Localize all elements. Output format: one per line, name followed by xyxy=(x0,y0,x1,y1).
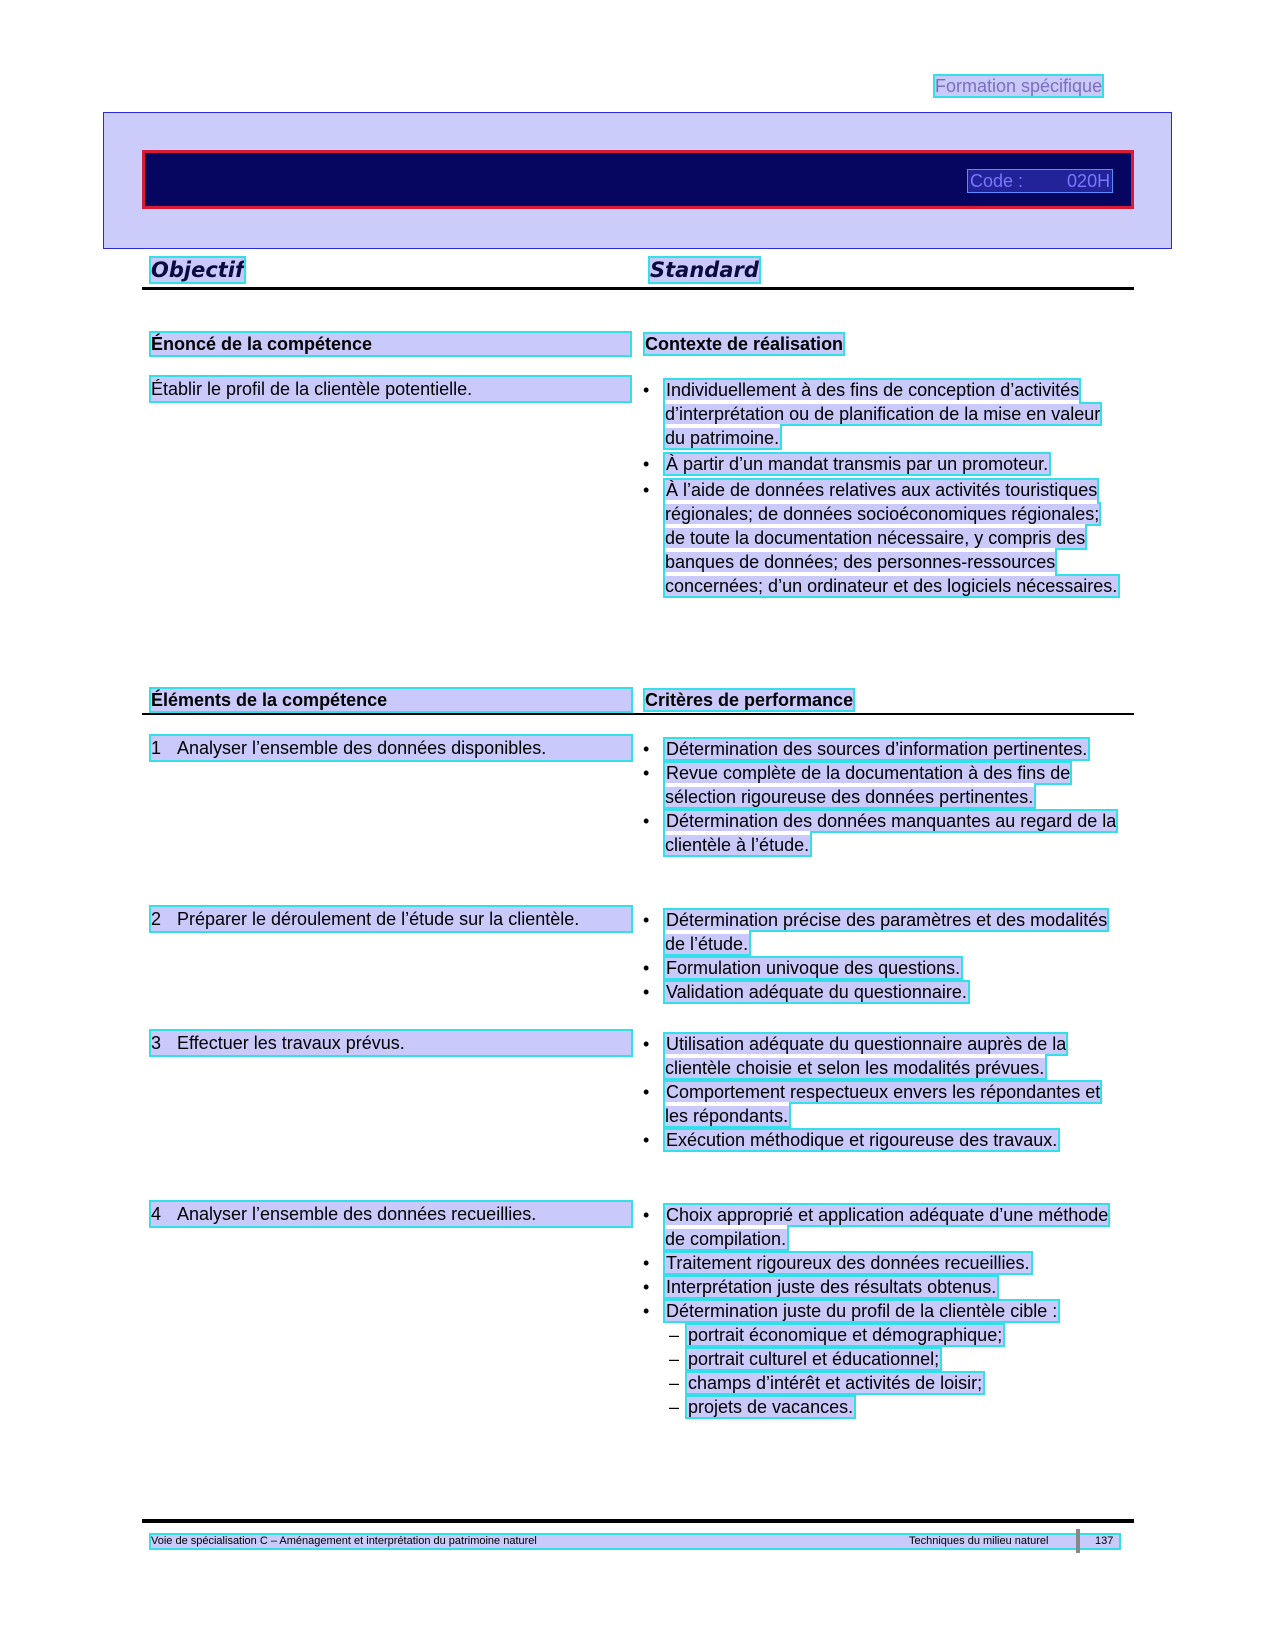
list-item: • Interprétation juste des résultats obtenus. xyxy=(643,1277,997,1297)
criteria-list-3 xyxy=(643,1032,1123,1152)
list-item: • Détermination juste du profil de la clientèle cible : xyxy=(643,1301,1058,1321)
criteria-list-1 xyxy=(643,737,1123,857)
code-label xyxy=(968,170,1112,192)
sub-list-item: – projets de vacances. xyxy=(669,1397,854,1417)
criteria-list-2 xyxy=(643,908,1123,1004)
elements-heading: Éléments de la compétence xyxy=(151,689,631,711)
footer xyxy=(151,1535,1119,1548)
sub-list-item: – portrait culturel et éducationnel; xyxy=(669,1349,940,1369)
top-label xyxy=(935,75,1127,97)
list-item: • Détermination des sources d’information pertinentes. xyxy=(643,739,1088,759)
element-2: 2 Préparer le déroulement de l’étude sur la clientèle. xyxy=(151,907,631,931)
list-item: • Revue complète de la documentation à des fins de sélection rigoureuse des données pertinentes. xyxy=(643,763,1071,807)
list-item: • Validation adéquate du questionnaire. xyxy=(643,982,967,1002)
page-number: 137 xyxy=(1095,1535,1114,1547)
footer-separator xyxy=(1076,1529,1080,1553)
objective-heading: Objectif xyxy=(151,258,245,282)
list-item: • Exécution méthodique et rigoureuse des travaux. xyxy=(643,1130,1058,1150)
list-item: • Traitement rigoureux des données recueillies. xyxy=(643,1253,1030,1273)
sub-list-item: – champs d’intérêt et activités de loisir; xyxy=(669,1373,983,1393)
context-heading: Contexte de réalisation xyxy=(645,334,844,354)
section-rule xyxy=(142,713,1134,715)
list-item: • À partir d’un mandat transmis par un promoteur. xyxy=(643,454,1049,474)
heading-rule xyxy=(142,287,1134,290)
footer-rule xyxy=(142,1519,1134,1523)
element-4: 4 Analyser l’ensemble des données recueillies. xyxy=(151,1202,631,1226)
statement-heading: Énoncé de la compétence xyxy=(151,333,630,355)
list-item: • Comportement respectueux envers les répondantes et les répondants. xyxy=(643,1082,1101,1126)
list-item: • Utilisation adéquate du questionnaire auprès de la clientèle choisie et selon les modalités prévues. xyxy=(643,1034,1067,1078)
list-item: • Choix approprié et application adéquate d’une méthode de compilation. xyxy=(643,1205,1109,1249)
criteria-heading: Critères de performance xyxy=(645,690,854,710)
footer-left-text: Voie de spécialisation C – Aménagement et interprétation du patrimoine naturel xyxy=(151,1535,537,1547)
list-item: • Détermination des données manquantes au regard de la clientèle à l’étude. xyxy=(643,811,1117,855)
code-value: 020H xyxy=(1067,171,1111,191)
top-label-text: Formation spécifique xyxy=(935,76,1103,96)
sub-list-item: – portrait économique et démographique; xyxy=(669,1325,1003,1345)
list-item: • Formulation univoque des questions. xyxy=(643,958,961,978)
standard-heading: Standard xyxy=(650,258,759,282)
element-3: 3 Effectuer les travaux prévus. xyxy=(151,1031,631,1055)
list-item: • Détermination précise des paramètres et des modalités de l’étude. xyxy=(643,910,1108,954)
criteria-list-4 xyxy=(643,1203,1123,1419)
competency-statement: Établir le profil de la clientèle potentielle. xyxy=(151,377,630,401)
context-list xyxy=(643,378,1123,598)
footer-right-text: Techniques du milieu naturel xyxy=(909,1535,1049,1547)
list-item: • Individuellement à des fins de conception d’activités d’interprétation ou de planification de la mise en valeur du patrimoine. xyxy=(643,380,1101,448)
element-1: 1 Analyser l’ensemble des données disponibles. xyxy=(151,736,631,760)
list-item: • À l’aide de données relatives aux activités touristiques régionales; de données socioéconomiques régionales; de toute la documentation nécessaire, y compris des banques de données; des personnes-ressources concernées; d’un ordinateur et des logiciels nécessaires. xyxy=(643,480,1118,596)
code-label-text: Code : xyxy=(970,171,1024,191)
